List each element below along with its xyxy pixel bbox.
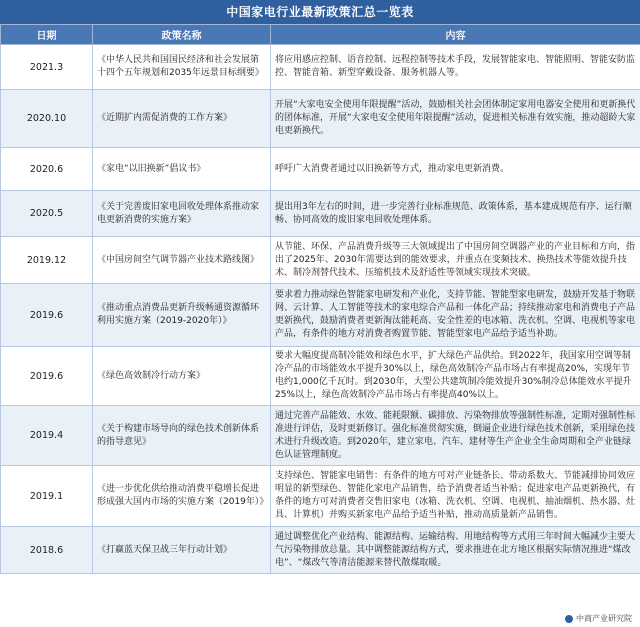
- row-content: 开展“大家电安全使用年限提醒”活动，鼓励相关社会团体制定家用电器安全使用和更新换代的团体标准，开展“大家电安全使用年限提醒”活动，促进相关标准有效实施，推动超龄大家电更新换代。: [271, 90, 640, 148]
- row-policy-name: 《近期扩内需促消费的工作方案》: [93, 90, 271, 148]
- row-policy-name: 《推动重点消费品更新升级畅通资源循环利用实施方案（2019-2020年）》: [93, 284, 271, 347]
- table-row: [1, 90, 640, 148]
- row-content: 通过调整优化产业结构、能源结构、运输结构、用地结构等方式用三年时间大幅减少主要大气污染物排放总量。其中调整能源结构方式，要求推进在北方地区根据实际情况推进“煤改电”、“煤改气等清洁能源来替代散煤取暖。: [271, 527, 640, 574]
- source-text: 中商产业研究院: [576, 614, 632, 623]
- row-content: 要求大幅度提高制冷能效和绿色水平，扩大绿色产品供给。到2022年，我国家用空调等制冷产品的市场能效水平提升30%以上，绿色高效制冷产品市场占有率提高20%，实现年节电约1,000亿千瓦时。到2030年，大型公共建筑制冷能效提升30%制冷总体能效水平提升25%以上，绿色高效制冷产品市场占有率提高40%以上。: [271, 347, 640, 406]
- row-content: 将应用感应控制、语音控制、远程控制等技术手段，发展智能家电、智能照明、智能安防监控、智能音箱、新型穿戴设备、服务机器人等。: [271, 45, 640, 90]
- row-content: 通过完善产品能效、水效、能耗限额、碳排放、污染物排放等强制性标准，定期对强制性标准进行评估，及时更新修订。强化标准贯彻实施，倒逼企业进行绿色技术创新，采用绿色技术进行升级改造。到2020年，建立家电、汽车、建材等生产企业全生命周期和全产业链绿色认证管理制度。: [271, 406, 640, 466]
- row-date: 2019.6: [1, 347, 93, 406]
- source-credit: [565, 613, 632, 624]
- row-policy-name: 《打赢蓝天保卫战三年行动计划》: [93, 527, 271, 574]
- row-policy-name: 《中国房间空气调节器产业技术路线图》: [93, 237, 271, 284]
- row-policy-name: 《绿色高效制冷行动方案》: [93, 347, 271, 406]
- row-date: 2021.3: [1, 45, 93, 90]
- header-date: 日期: [1, 25, 93, 45]
- row-date: 2019.4: [1, 406, 93, 466]
- table-row: [1, 237, 640, 284]
- row-content: 支持绿色、智能家电销售：有条件的地方可对产业链条长、带动系数大、节能减排协同效应明显的新型绿色、智能化家电产品销售，给予消费者适当补贴；促进家电产品更新换代，有条件的地方可对消费者交售旧家电（冰箱、洗衣机、空调、电视机、抽油烟机、热水器、灶具、计算机）并购买新家电产品给予适当补贴，推动高质量新产品销售。: [271, 466, 640, 527]
- header-row: [1, 25, 640, 45]
- row-content: 要求着力推动绿色智能家电研发和产业化，支持节能、智能型家电研发，鼓励开发基于物联网、云计算、人工智能等技术的家电综合产品和一体化产品；持续推动家电和消费电子产品更新换代，鼓励消费者更新淘汰能耗高、安全性差的电冰箱、洗衣机、空调、电视机等家电产品，有条件的地方对消费者购置节能、智能型家电产品给予适当补助。: [271, 284, 640, 347]
- table-row: [1, 45, 640, 90]
- table-row: [1, 284, 640, 347]
- row-date: 2020.10: [1, 90, 93, 148]
- table-title: 中国家电行业最新政策汇总一览表: [0, 0, 640, 24]
- row-date: 2019.6: [1, 284, 93, 347]
- row-date: 2019.12: [1, 237, 93, 284]
- row-policy-name: 《中华人民共和国国民经济和社会发展第十四个五年规划和2035年远景目标纲要》: [93, 45, 271, 90]
- row-date: 2018.6: [1, 527, 93, 574]
- row-content: 提出用3年左右的时间，进一步完善行业标准规范、政策体系，基本建成规范有序、运行顺畅、协同高效的废旧家电回收处理体系。: [271, 191, 640, 237]
- row-content: 呼吁广大消费者通过以旧换新等方式，推动家电更新消费。: [271, 148, 640, 191]
- logo-icon: [565, 615, 573, 623]
- row-policy-name: 《进一步优化供给推动消费平稳增长促进形成强大国内市场的实施方案（2019年）》: [93, 466, 271, 527]
- table-row: [1, 347, 640, 406]
- table-row: [1, 148, 640, 191]
- policy-table: [0, 24, 640, 574]
- row-content: 从节能、环保、产品消费升级等三大领域提出了中国房间空调器产业的产业目标和方向，指出了2025年、2030年需要达到的能效要求，并重点在变频技术、换热技术等能效提升技术、制冷剂替代技术、压缩机技术及舒适性等领域实现技术突破。: [271, 237, 640, 284]
- row-date: 2019.1: [1, 466, 93, 527]
- table-row: [1, 527, 640, 574]
- row-date: 2020.5: [1, 191, 93, 237]
- header-content: 内容: [271, 25, 640, 45]
- table-row: [1, 406, 640, 466]
- table-row: [1, 191, 640, 237]
- table-row: [1, 466, 640, 527]
- row-policy-name: 《家电“以旧换新”倡议书》: [93, 148, 271, 191]
- row-date: 2020.6: [1, 148, 93, 191]
- header-name: 政策名称: [93, 25, 271, 45]
- row-policy-name: 《关于构建市场导向的绿色技术创新体系的指导意见》: [93, 406, 271, 466]
- row-policy-name: 《关于完善废旧家电回收处理体系推动家电更新消费的实施方案》: [93, 191, 271, 237]
